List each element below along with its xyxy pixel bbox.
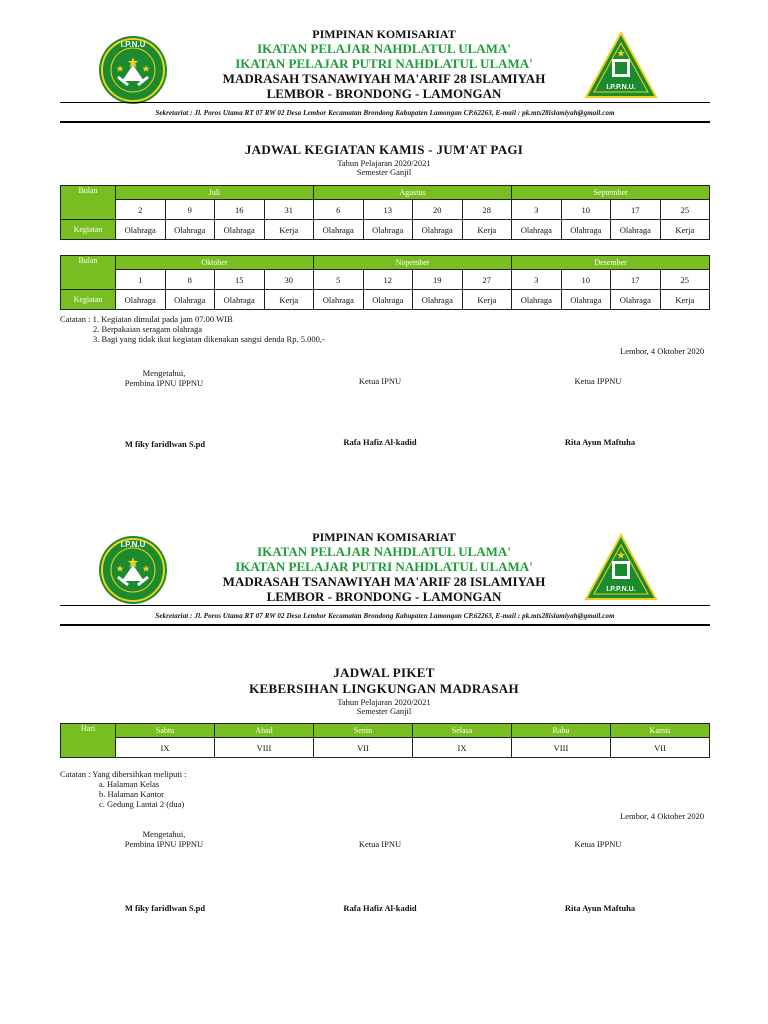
day-header: Selasa: [413, 724, 512, 738]
doc2-note-a: a. Halaman Kelas: [99, 779, 160, 789]
date-cell: 9: [165, 200, 215, 220]
ippnu-logo-text: I.P.P.N.U.: [606, 84, 636, 91]
activity-cell: Kerja: [264, 220, 314, 240]
activity-row: [61, 220, 710, 240]
activity-cell: Kerja: [660, 290, 710, 310]
date-cell: 8: [165, 270, 215, 290]
class-row: [61, 738, 710, 758]
ipnu-logo-icon: [98, 535, 168, 605]
date-cell: 10: [561, 270, 611, 290]
month-header: September: [512, 186, 710, 200]
day-header: Kamis: [611, 724, 710, 738]
doc2-title-1: JADWAL PIKET: [333, 665, 435, 680]
activity-row: [61, 290, 710, 310]
activity-cell: Olahraga: [165, 290, 215, 310]
doc1-pembina-role: Pembina IPNU IPPNU: [124, 378, 204, 388]
day-header: Senin: [314, 724, 413, 738]
date-cell: 2: [116, 200, 166, 220]
piket-table: [60, 723, 710, 758]
doc2-semester: Semester Ganjil: [356, 706, 412, 716]
activity-cell: Olahraga: [561, 290, 611, 310]
header-line-1: PIMPINAN KOMISARIAT: [312, 530, 456, 544]
date-cell: 5: [314, 270, 364, 290]
ippnu-logo-icon: [584, 533, 658, 601]
doc2-pembina-name: M fiky faridlwan S.pd: [124, 903, 206, 913]
doc1-note-1: Catatan : 1. Kegiatan dimulai pada jam 07.00 WIB: [60, 314, 233, 324]
doc1-semester: Semester Ganjil: [356, 167, 412, 177]
header-rule-bottom: [60, 624, 710, 626]
class-cell: VIII: [215, 738, 314, 758]
date-cell: 1: [116, 270, 166, 290]
date-cell: 6: [314, 200, 364, 220]
ipnu-logo-text: I.P.N.U: [120, 40, 146, 49]
ippnu-logo-icon: [584, 31, 658, 99]
date-cell: 17: [611, 270, 661, 290]
doc1-year: Tahun Pelajaran 2020/2021: [337, 158, 431, 168]
header-line-2: IKATAN PELAJAR NAHDLATUL ULAMA': [257, 544, 511, 559]
activity-cell: Olahraga: [215, 290, 265, 310]
doc2-ketua-ippnu-role: Ketua IPPNU: [574, 839, 622, 849]
activity-cell: Olahraga: [215, 220, 265, 240]
date-cell: 16: [215, 200, 265, 220]
header-address: Sekretariat : Jl. Poros Utama RT 07 RW 02 Desa Lembor Kecamatan Brondong Kabupaten Lamongan CP.62263, E-mail : pk.mts28islamiyah@gmail.com: [155, 109, 615, 117]
date-cell: 19: [413, 270, 463, 290]
bulan-label: Bulan: [61, 256, 116, 290]
class-cell: VIII: [512, 738, 611, 758]
date-cell: 13: [363, 200, 413, 220]
month-row: [61, 256, 710, 270]
activity-cell: Olahraga: [561, 220, 611, 240]
kegiatan-label: Kegiatan: [61, 290, 116, 310]
class-cell: VII: [611, 738, 710, 758]
doc1-ippnu-name: Rita Ayun Maftuha: [564, 437, 636, 447]
hari-label: Hari: [61, 724, 116, 758]
month-header: Agustus: [314, 186, 512, 200]
date-cell: 12: [363, 270, 413, 290]
doc2-title-2: KEBERSIHAN LINGKUNGAN MADRASAH: [249, 681, 519, 696]
month-row: [61, 186, 710, 200]
activity-cell: Olahraga: [512, 290, 562, 310]
header-rule-top: [60, 605, 710, 606]
activity-cell: Olahraga: [314, 290, 364, 310]
header-line-3: IKATAN PELAJAR PUTRI NAHDLATUL ULAMA': [235, 559, 533, 574]
header-line-4: MADRASAH TSANAWIYAH MA'ARIF 28 ISLAMIYAH: [222, 71, 546, 86]
activity-cell: Olahraga: [413, 220, 463, 240]
doc2-year: Tahun Pelajaran 2020/2021: [337, 697, 431, 707]
header-line-1: PIMPINAN KOMISARIAT: [312, 27, 456, 41]
date-cell: 17: [611, 200, 661, 220]
class-cell: IX: [413, 738, 512, 758]
class-cell: IX: [116, 738, 215, 758]
activity-cell: Olahraga: [512, 220, 562, 240]
activity-cell: Olahraga: [611, 290, 661, 310]
schedule-table-1: [60, 185, 710, 240]
ipnu-logo-icon: [98, 35, 168, 105]
doc1-ketua-ipnu-role: Ketua IPNU: [358, 376, 402, 386]
doc1-ketua-ippnu-role: Ketua IPPNU: [574, 376, 622, 386]
date-cell: 31: [264, 200, 314, 220]
date-cell: 3: [512, 200, 562, 220]
date-row: [61, 270, 710, 290]
date-cell: 27: [462, 270, 512, 290]
activity-cell: Kerja: [264, 290, 314, 310]
month-header: Oktober: [116, 256, 314, 270]
header-line-5: LEMBOR - BRONDONG - LAMONGAN: [266, 589, 502, 604]
day-header: Sabtu: [116, 724, 215, 738]
month-header: Juli: [116, 186, 314, 200]
doc2-note-c: c. Gedung Lantai 2 (dua): [99, 799, 185, 809]
activity-cell: Olahraga: [363, 290, 413, 310]
date-cell: 25: [660, 270, 710, 290]
header-line-2: IKATAN PELAJAR NAHDLATUL ULAMA': [257, 41, 511, 56]
doc1-note-3: 3. Bagi yang tidak ikut kegiatan dikenakan sangsi denda Rp. 5.000,-: [93, 334, 325, 344]
date-cell: 20: [413, 200, 463, 220]
doc2-date: Lembor, 4 Oktober 2020: [620, 811, 705, 821]
activity-cell: Olahraga: [116, 290, 166, 310]
day-header: Ahad: [215, 724, 314, 738]
header-rule-top: [60, 102, 710, 103]
header-line-5: LEMBOR - BRONDONG - LAMONGAN: [266, 86, 502, 101]
kegiatan-label: Kegiatan: [61, 220, 116, 240]
activity-cell: Kerja: [462, 290, 512, 310]
activity-cell: Olahraga: [165, 220, 215, 240]
doc2-notes-title: Catatan : Yang dibersihkan meliputi :: [60, 769, 187, 779]
doc1-note-2: 2. Berpakaian seragam olahraga: [93, 324, 203, 334]
date-cell: 25: [660, 200, 710, 220]
doc2-ketua-ipnu-role: Ketua IPNU: [358, 839, 402, 849]
day-row: [61, 724, 710, 738]
doc1-pembina-name: M fiky faridlwan S.pd: [124, 439, 206, 449]
bulan-label: Bulan: [61, 186, 116, 220]
doc2-ipnu-name: Rafa Hafiz Al-kadid: [343, 903, 417, 913]
doc1-title: JADWAL KEGIATAN KAMIS - JUM'AT PAGI: [244, 142, 524, 157]
ippnu-logo-text: I.P.P.N.U.: [606, 586, 636, 593]
activity-cell: Olahraga: [363, 220, 413, 240]
schedule-table-2: [60, 255, 710, 310]
date-cell: 28: [462, 200, 512, 220]
activity-cell: Olahraga: [314, 220, 364, 240]
doc2-mengetahui: Mengetahui,: [142, 829, 186, 839]
doc2-note-b: b. Halaman Kantor: [99, 789, 164, 799]
header-line-3: IKATAN PELAJAR PUTRI NAHDLATUL ULAMA': [235, 56, 533, 71]
activity-cell: Olahraga: [413, 290, 463, 310]
header-rule-bottom: [60, 121, 710, 123]
month-header: Desember: [512, 256, 710, 270]
doc1-date: Lembor, 4 Oktober 2020: [620, 346, 705, 356]
header-address: Sekretariat : Jl. Poros Utama RT 07 RW 02 Desa Lembor Kecamatan Brondong Kabupaten Lamongan CP.62263, E-mail : pk.mts28islamiyah@gmail.com: [155, 612, 615, 620]
doc2-ippnu-name: Rita Ayun Maftuha: [564, 903, 636, 913]
doc1-ipnu-name: Rafa Hafiz Al-kadid: [343, 437, 417, 447]
doc2-pembina-role: Pembina IPNU IPPNU: [124, 839, 204, 849]
date-cell: 15: [215, 270, 265, 290]
month-header: Nopember: [314, 256, 512, 270]
ipnu-logo-text: I.P.N.U: [120, 540, 146, 549]
activity-cell: Olahraga: [611, 220, 661, 240]
header-line-4: MADRASAH TSANAWIYAH MA'ARIF 28 ISLAMIYAH: [222, 574, 546, 589]
date-row: [61, 200, 710, 220]
activity-cell: Olahraga: [116, 220, 166, 240]
doc1-mengetahui: Mengetahui,: [142, 368, 186, 378]
activity-cell: Kerja: [660, 220, 710, 240]
class-cell: VII: [314, 738, 413, 758]
day-header: Rabu: [512, 724, 611, 738]
date-cell: 30: [264, 270, 314, 290]
date-cell: 3: [512, 270, 562, 290]
activity-cell: Kerja: [462, 220, 512, 240]
date-cell: 10: [561, 200, 611, 220]
